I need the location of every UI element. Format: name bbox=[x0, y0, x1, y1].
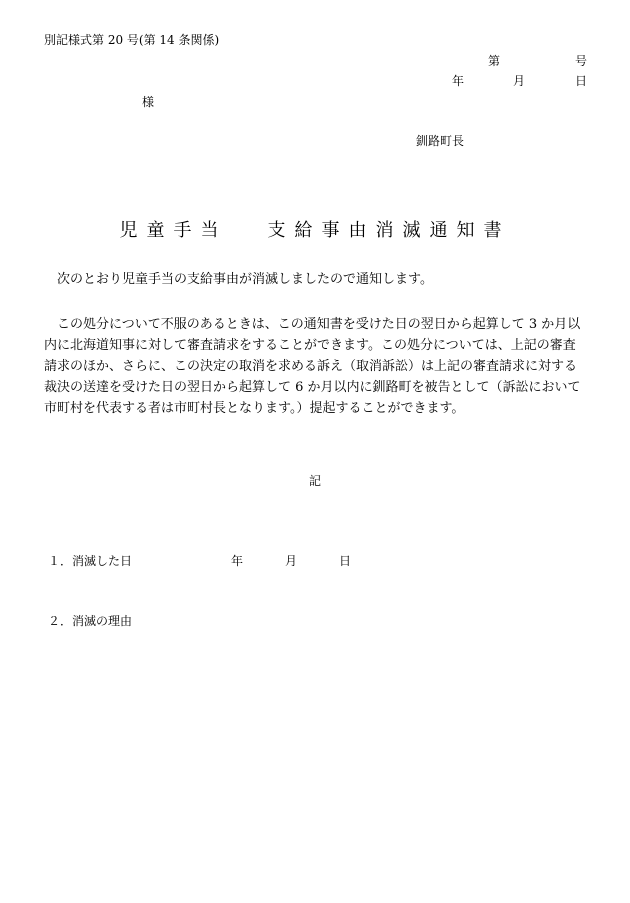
addressee-suffix: 様 bbox=[142, 95, 155, 109]
item-1-label: 消滅した日 bbox=[72, 554, 133, 568]
form-number: 別記様式第 20 号(第 14 条関係) bbox=[44, 33, 220, 47]
date-day-label: 日 bbox=[575, 74, 588, 88]
ki-heading: 記 bbox=[308, 474, 321, 488]
title-gap bbox=[228, 220, 268, 242]
date-year-label: 年 bbox=[452, 74, 465, 88]
item-2-number: ２． bbox=[48, 614, 73, 628]
appeal-line: 市町村を代表する者は市町村長となります。）提起することができます。 bbox=[44, 401, 465, 416]
document-title bbox=[0, 220, 630, 242]
document-number-suffix: 号 bbox=[575, 54, 588, 68]
issuer-name: 釧路町長 bbox=[416, 134, 465, 148]
appeal-line: 内に北海道知事に対して審査請求をすることができます。この処分については、上記の審査 bbox=[44, 338, 576, 353]
appeal-line: 裁決の送達を受けた日の翌日から起算して 6 か月以内に釧路町を被告として（訴訟において bbox=[44, 380, 581, 395]
document-number-prefix: 第 bbox=[488, 54, 501, 68]
item-1-day-label: 日 bbox=[339, 554, 352, 568]
item-1-number: １． bbox=[48, 554, 73, 568]
title-part-2: 支給事由消滅通知書 bbox=[267, 220, 511, 241]
item-1-year-label: 年 bbox=[231, 554, 244, 568]
intro-text: 次のとおり児童手当の支給事由が消滅しましたので通知します。 bbox=[57, 272, 433, 287]
title-part-1: 児童手当 bbox=[119, 220, 228, 241]
appeal-line: 請求のほか、さらに、この決定の取消を求める訴え（取消訴訟）は上記の審査請求に対する bbox=[44, 359, 578, 374]
date-month-label: 月 bbox=[513, 74, 526, 88]
item-1-month-label: 月 bbox=[285, 554, 298, 568]
item-2-label: 消滅の理由 bbox=[72, 614, 133, 628]
appeal-line: この処分について不服のあるときは、この通知書を受けた日の翌日から起算して 3 か月以 bbox=[44, 317, 581, 332]
appeal-notice bbox=[44, 314, 588, 419]
